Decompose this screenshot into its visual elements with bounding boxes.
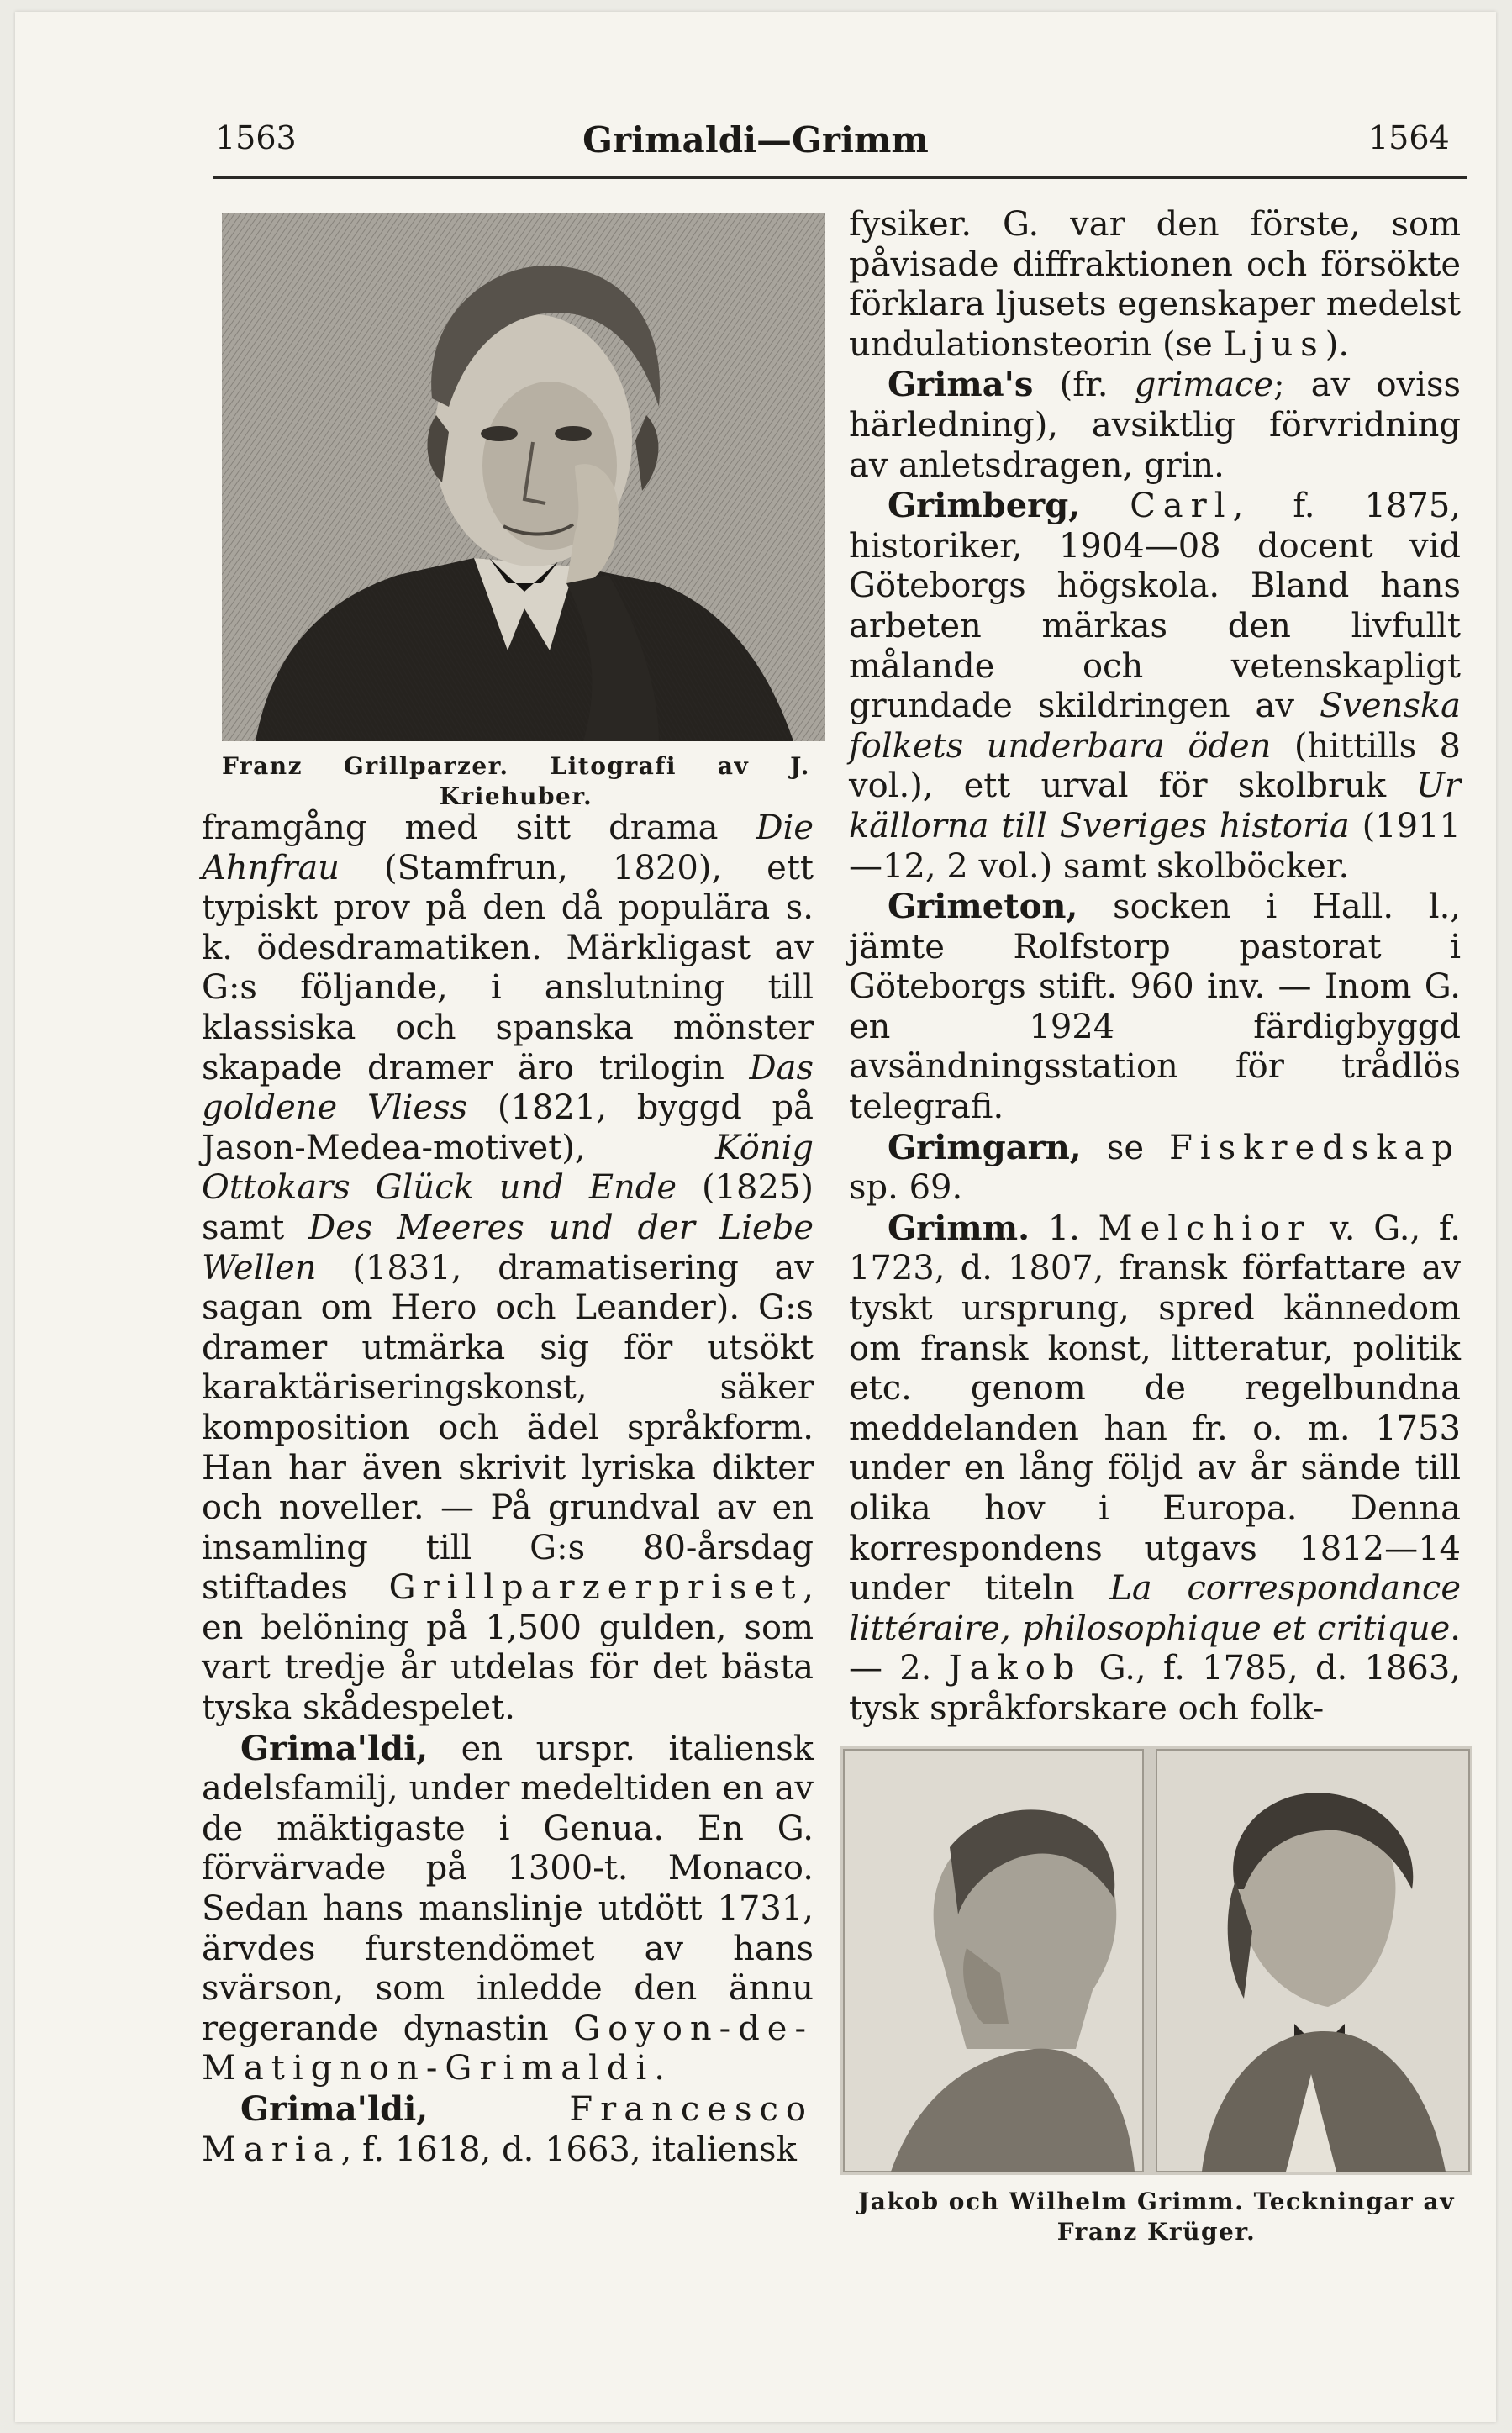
text-span: 1.: [1030, 1209, 1098, 1248]
spaced-term: Francesco Maria: [202, 2090, 814, 2169]
entry-grimm: [849, 1209, 1461, 1730]
text-span: fysiker. G. var den förste, som påvisade diffraktionen och försökte förklara ljusets egenskaper medelst undulationsteorin (se: [849, 205, 1461, 364]
entry-grimeton: [849, 887, 1461, 1128]
left-column: [202, 808, 814, 2170]
work-title: König Ottokars Glück und Ende: [202, 1128, 814, 1208]
text-span: , f. 1618, d. 1663, italiensk: [340, 2130, 797, 2169]
spaced-term: Melchior: [1098, 1209, 1312, 1248]
header-rule: [213, 176, 1467, 179]
spaced-term: Carl: [1130, 487, 1233, 526]
text-span: (1821, byggd på Jason-Medea-motivet),: [202, 1088, 814, 1167]
text-span: , en belöning på 1,500 gulden, som vart tredje år utdelas för det bästa tyska skådespelet.: [202, 1568, 814, 1728]
text-span: v. G., f. 1723, d. 1807, fransk författare av tyskt ursprung, spred kännedom om fransk konst, litteratur, politik etc. genom de regelbundna meddelanden han fr. o. m. 1753 under en lång följd av år sände till olika hov i Europa. Denna korrespondens utgavs 1812—14 under titeln: [849, 1209, 1461, 1609]
text-span: (1831, dramatisering av sagan om Hero och Leander). G:s dramer utmärka sig för utsökt karaktäriseringskonst, säker komposition och ädel språkform. Han har även skrivit lyriska dikter och noveller. — På grundval av en insamling till G:s 80-årsdag stiftades: [202, 1248, 814, 1608]
work-title: Die Ahnfrau: [202, 808, 814, 887]
spaced-term: Fiskredskap: [1169, 1128, 1461, 1167]
text-span: ).: [1325, 324, 1350, 364]
work-title: Des Meeres und der Liebe Wellen: [202, 1208, 814, 1288]
spaced-term: Jakob: [948, 1649, 1083, 1688]
headword: Grima'ldi,: [240, 2089, 429, 2129]
right-column: [849, 205, 1461, 1730]
entry-grimas: [849, 365, 1461, 486]
grimm-brothers-drawings: [840, 1746, 1472, 2175]
grillparzer-continuation: [202, 808, 814, 1729]
text-span: (1825) samt: [202, 1168, 814, 1247]
text-span: framgång med sitt drama: [202, 808, 756, 847]
headword: Grima'ldi,: [240, 1728, 429, 1768]
figure1-caption: Franz Grillparzer. Litografi av J. Kriehuber.: [222, 752, 810, 810]
page: [15, 12, 1496, 2422]
work-title: Das goldene Vliess: [202, 1048, 814, 1128]
text-span: (hittills 8 vol.), ett urval för skolbruk: [849, 726, 1461, 806]
text-span: , f. 1875, historiker, 1904—08 docent vid Göteborgs högskola. Bland hans arbeten märkas den livfullt målande och vetenskapligt grundade skildringen av: [849, 487, 1462, 726]
headword: Grimeton,: [888, 887, 1078, 927]
page-number-right: 1564: [1368, 119, 1450, 156]
headword: Grimberg,: [888, 486, 1081, 526]
text-span: se: [1081, 1128, 1170, 1167]
text-span: en urspr. italiensk adelsfamilj, under medeltiden en av de mäktigaste i Genua. En G. förvärvade på 1300-t. Monaco. Sedan hans manslinje utdött 1731, ärvdes furstendömet av hans svärson, som inledde den ännu regerande dynastin: [202, 1729, 814, 2048]
entry-grimgarn: [849, 1128, 1461, 1209]
text-span: socken i Hall. l., jämte Rolfstorp pastorat i Göteborgs stift. 960 inv. — Inom G. en 1924 färdigbyggd avsändningsstation för trådlös telegrafi.: [849, 887, 1461, 1127]
work-title: Ur källorna till Sveriges historia: [849, 766, 1461, 845]
headword: Grimgarn,: [888, 1127, 1082, 1167]
work-title: La correspondance littéraire, philosophique et critique: [849, 1569, 1461, 1648]
entry-grimberg: [849, 486, 1461, 887]
text-span: (Stamfrun, 1820), ett typiskt prov på den då populära s. k. ödesdramatiken. Märkligast av G:s följande, i anslutning till klassiska och spanska mönster skapade dramer äro trilogin: [202, 848, 814, 1087]
spaced-term: Goyon-de-Matignon-Grimaldi: [202, 2009, 814, 2088]
grimaldi-continuation: [849, 205, 1461, 365]
page-number-left: 1563: [215, 119, 297, 156]
spaced-term: Ljus: [1223, 324, 1325, 364]
text-span: G., f. 1785, d. 1863, tysk språkforskare och folk-: [849, 1649, 1462, 1728]
running-title: Grimaldi—Grimm: [582, 119, 929, 161]
work-title: Svenska folkets underbara öden: [849, 687, 1461, 766]
text-span: . — 2.: [849, 1609, 1461, 1688]
foreign-word: grimace: [1134, 366, 1274, 405]
text-span: .: [654, 2049, 665, 2088]
spaced-term: Grillparzerpriset: [388, 1568, 803, 1608]
entry-grimaldi-francesco: [202, 2089, 814, 2170]
figure2-caption: Jakob och Wilhelm Grimm. Teckningar av Franz Krüger.: [858, 2188, 1455, 2246]
grillparzer-portrait: [222, 213, 825, 741]
headword: Grima's: [888, 365, 1034, 405]
text-span: ; av oviss härledning), avsiktlig förvridning av anletsdragen, grin.: [849, 366, 1461, 485]
text-span: (fr.: [1033, 366, 1135, 405]
text-span: sp. 69.: [849, 1168, 963, 1208]
headword: Grimm.: [888, 1208, 1030, 1248]
text-span: (1911—12, 2 vol.) samt skolböcker.: [849, 806, 1461, 886]
entry-grimaldi-family: [202, 1729, 814, 2089]
page-header: [15, 119, 1496, 170]
